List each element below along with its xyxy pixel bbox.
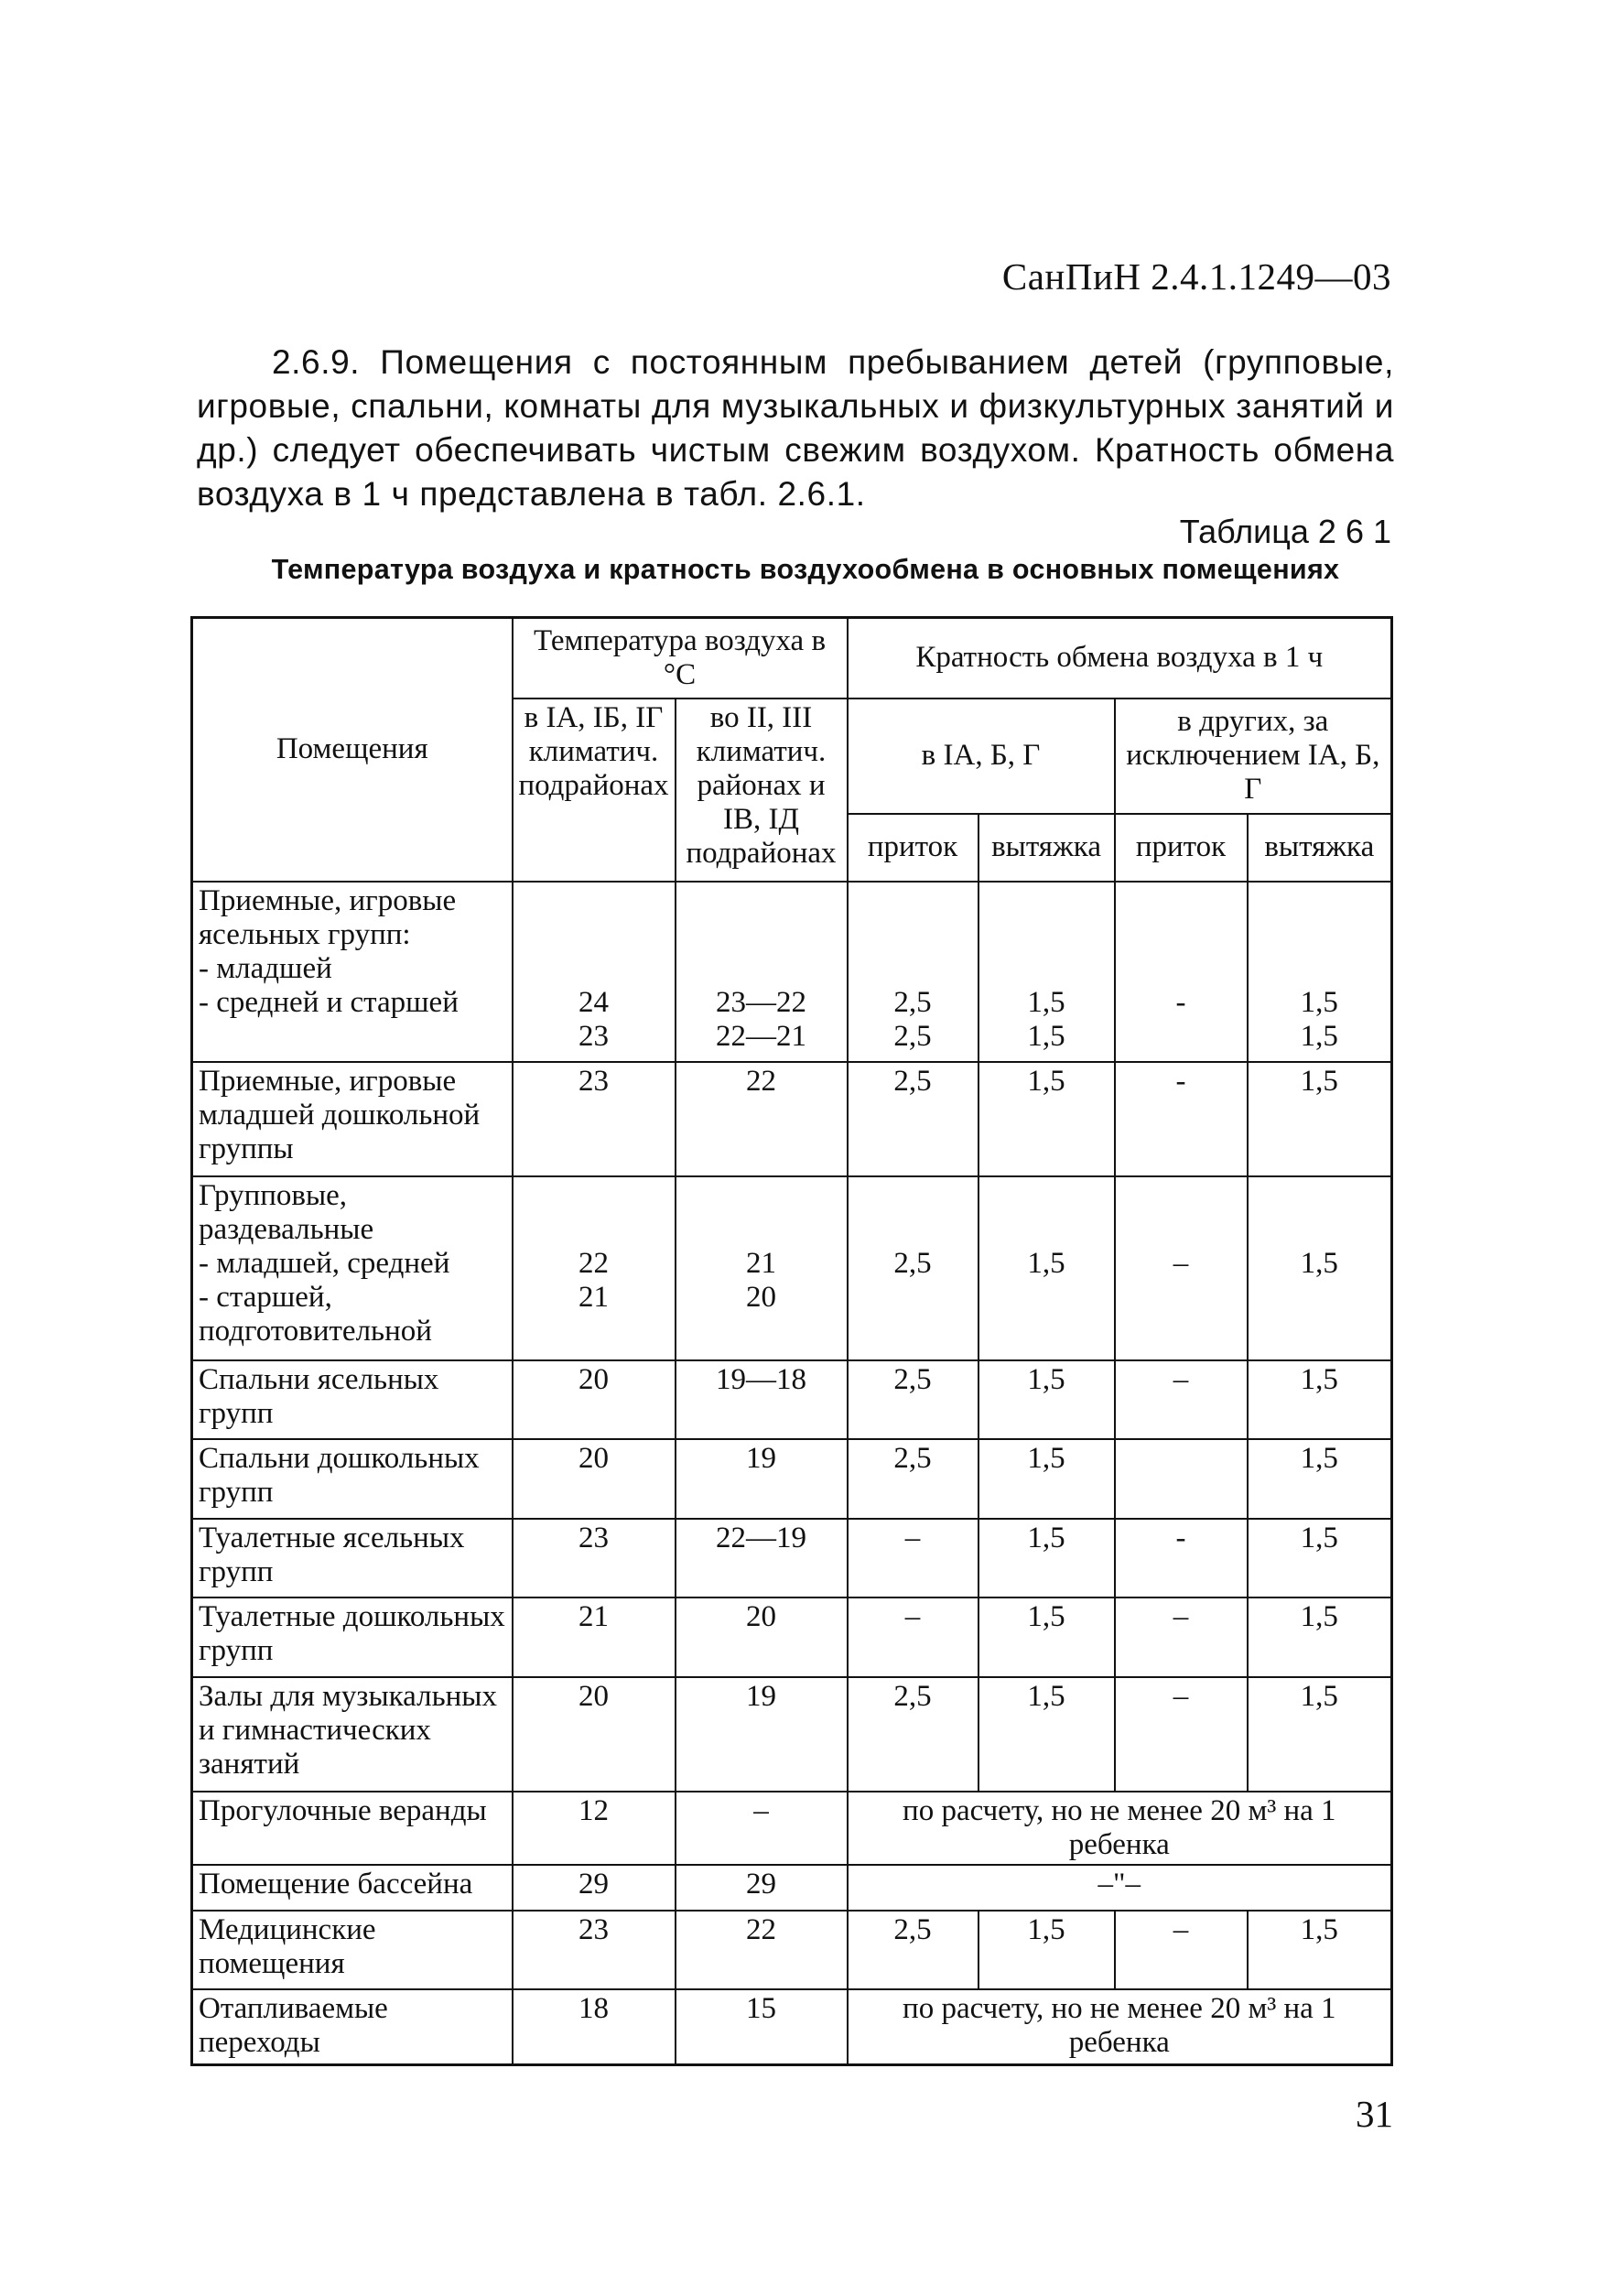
cell-line: 20 [746,1599,776,1633]
room-name-line: - младшей, средней [199,1246,450,1280]
cell-in2 [1115,1439,1248,1519]
cell-line: 23 [578,1019,609,1053]
cell-line: 2,5 [893,1679,932,1713]
cell-in2 [1115,1677,1248,1792]
cell-room-name [192,1176,513,1360]
cell-t1 [513,1360,676,1439]
cell-line: 2,5 [893,985,932,1019]
cell-t2 [676,882,848,1062]
cell-line: 22—21 [716,1019,806,1053]
table-row [192,1792,1392,1865]
cell-ex2 [1248,1176,1392,1360]
cell-line [1119,1213,1243,1247]
cell-t2 [676,1062,848,1176]
cell-line: 1,5 [1300,1441,1338,1475]
cell-line [680,884,843,918]
table-row [192,1519,1392,1597]
cell-line: 20 [578,1362,609,1396]
cell-line [983,918,1110,952]
document-code: СанПиН 2.4.1.1249—03 [1001,255,1391,298]
cell-ex1 [978,1360,1115,1439]
header-rooms: Помещения [192,618,513,882]
cell-line [983,952,1110,986]
room-name-line: - средней и старшей [199,985,459,1019]
cell-room-name [192,1792,513,1865]
cell-in1 [848,1439,978,1519]
cell-line: – [1173,1599,1189,1633]
header-exch-group2: в других, за исключением IA, Б, Г [1115,699,1392,814]
table-number: Таблица 2 6 1 [1179,513,1391,550]
cell-ex1 [978,1677,1115,1792]
air-exchange-table [190,616,1393,2066]
cell-line: 1,5 [1027,1679,1065,1713]
cell-line: – [1173,1912,1189,1946]
cell-in1 [848,882,978,1062]
table-body [192,882,1392,2065]
cell-line [983,884,1110,918]
cell-t1 [513,1439,676,1519]
header-exhaust2: вытяжка [1248,814,1392,882]
room-name-line: Туалетные ясельных групп [199,1521,465,1588]
cell-line: 1,5 [1300,1019,1338,1053]
table-row [192,1911,1392,1989]
cell-in2 [1115,1360,1248,1439]
cell-ex2 [1248,1911,1392,1989]
cell-t2 [676,1989,848,2065]
cell-line: – [1173,1246,1189,1280]
cell-t1 [513,1519,676,1597]
cell-line [1119,918,1243,952]
cell-line: 1,5 [1300,1679,1338,1713]
table-row [192,1062,1392,1176]
cell-t1 [513,1677,676,1792]
cell-line: 1,5 [1027,1362,1065,1396]
cell-line: – [904,1521,921,1554]
cell-line: 21 [746,1246,776,1280]
room-name-line: Спальни дошкольных групп [199,1441,480,1509]
cell-line [1252,952,1388,986]
cell-room-name [192,1062,513,1176]
cell-line [517,884,671,918]
cell-in1 [848,1176,978,1360]
cell-line: – [753,1793,769,1827]
table-row [192,1176,1392,1360]
cell-line: 22 [746,1064,776,1098]
cell-ex2 [1248,1439,1392,1519]
cell-line [983,1179,1110,1213]
cell-in1 [848,1519,978,1597]
cell-line [680,1179,843,1213]
cell-room-name [192,882,513,1062]
cell-ex2 [1248,1062,1392,1176]
cell-in2 [1115,1062,1248,1176]
cell-room-name [192,1865,513,1911]
cell-line: 12 [578,1793,609,1827]
cell-line: 1,5 [1027,1246,1065,1280]
cell-ex1 [978,1176,1115,1360]
cell-line [1252,1213,1388,1247]
cell-ex2 [1248,1519,1392,1597]
cell-line [852,1213,974,1247]
table-row [192,1360,1392,1439]
cell-ex1 [978,1062,1115,1176]
cell-room-name [192,1911,513,1989]
cell-t1 [513,882,676,1062]
table-row [192,1677,1392,1792]
header-inflow2: приток [1115,814,1248,882]
cell-in2 [1115,882,1248,1062]
cell-t2 [676,1865,848,1911]
cell-line: 2,5 [893,1912,932,1946]
cell-line: 1,5 [1027,1521,1065,1554]
cell-merged-exchange: –"– [848,1865,1392,1911]
room-name-line: - младшей [199,951,332,985]
cell-line [1252,1179,1388,1213]
cell-ex2 [1248,1597,1392,1677]
cell-t2 [676,1911,848,1989]
cell-t1 [513,1792,676,1865]
header-exch-group1: в IA, Б, Г [848,699,1115,814]
cell-line: 23 [578,1912,609,1946]
cell-t2 [676,1176,848,1360]
cell-line: 1,5 [1300,1246,1338,1280]
cell-line: 20 [746,1280,776,1314]
room-name-line: Спальни ясельных групп [199,1362,439,1430]
cell-line [517,952,671,986]
cell-line: 19—18 [716,1362,806,1396]
cell-room-name [192,1989,513,2065]
cell-line: 2,5 [893,1064,932,1098]
cell-line [1119,884,1243,918]
cell-in1 [848,1360,978,1439]
room-name-line: Приемные, игровые младшей дошкольной группы [199,1064,481,1165]
room-name-line: Помещение бассейна [199,1867,473,1901]
cell-line [680,1213,843,1247]
cell-line [852,918,974,952]
cell-line: 1,5 [1300,1362,1338,1396]
cell-ex2 [1248,882,1392,1062]
cell-room-name [192,1439,513,1519]
cell-line: 21 [578,1599,609,1633]
cell-line: 22 [746,1912,776,1946]
cell-line: - [1175,1064,1186,1098]
cell-line [1119,1442,1243,1476]
cell-line: 29 [578,1867,609,1901]
cell-line: 1,5 [1027,1064,1065,1098]
cell-line: 29 [746,1867,776,1901]
cell-line: 23 [578,1521,609,1554]
table-row [192,1865,1392,1911]
cell-line: 21 [578,1280,609,1314]
room-name-line: Приемные, игровые ясельных групп: [199,883,457,951]
cell-in2 [1115,1597,1248,1677]
table-row [192,1597,1392,1677]
header-inflow: приток [848,814,978,882]
cell-line [852,884,974,918]
cell-t1 [513,1597,676,1677]
cell-line: 2,5 [893,1019,932,1053]
room-name-line: Групповые, раздевальные [199,1178,374,1246]
cell-in1 [848,1911,978,1989]
cell-line: 19 [746,1679,776,1713]
cell-line [517,918,671,952]
cell-line [517,1213,671,1247]
header-temp-col2: во II, III климатич. районах и IB, IД подрайонах [676,699,848,882]
cell-line [1119,1020,1243,1054]
cell-line: 18 [578,1991,609,2025]
cell-in2 [1115,1911,1248,1989]
cell-line [983,1213,1110,1247]
cell-line [1252,884,1388,918]
room-name-line: Залы для музыкальных и гимнастических занятий [199,1679,497,1781]
header-exhaust: вытяжка [978,814,1115,882]
cell-line: 1,5 [1300,985,1338,1019]
cell-t1 [513,1176,676,1360]
cell-line: 2,5 [893,1362,932,1396]
room-name-line: Медицинские помещения [199,1912,376,1980]
room-name-line: Туалетные дошкольных групп [199,1599,505,1667]
cell-ex1 [978,1519,1115,1597]
cell-ex2 [1248,1677,1392,1792]
cell-merged-exchange: по расчету, но не менее 20 м³ на 1 ребенка [848,1792,1392,1865]
cell-line [1119,952,1243,986]
room-name-line: Прогулочные веранды [199,1793,487,1827]
table-row [192,1989,1392,2065]
cell-line: 22 [578,1246,609,1280]
cell-t1 [513,1911,676,1989]
cell-in1 [848,1597,978,1677]
cell-line [1252,918,1388,952]
cell-line: 24 [578,985,609,1019]
page-number: 31 [1356,2093,1393,2135]
cell-line: 1,5 [1027,985,1065,1019]
header-temperature: Температура воздуха в °С [513,618,848,699]
cell-ex2 [1248,1360,1392,1439]
cell-room-name [192,1360,513,1439]
cell-t2 [676,1597,848,1677]
cell-line: 23 [578,1064,609,1098]
cell-t2 [676,1792,848,1865]
header-temp-col1: в IA, IБ, IГ климатич. подрайонах [513,699,676,882]
cell-line: 1,5 [1300,1521,1338,1554]
cell-line: 1,5 [1300,1599,1338,1633]
cell-line: 2,5 [893,1246,932,1280]
cell-line: – [1173,1362,1189,1396]
cell-ex1 [978,882,1115,1062]
cell-line: 22—19 [716,1521,806,1554]
cell-line: 19 [746,1441,776,1475]
cell-t1 [513,1865,676,1911]
cell-line [852,952,974,986]
cell-line: 1,5 [1027,1599,1065,1633]
cell-line: 23—22 [716,985,806,1019]
cell-t2 [676,1677,848,1792]
paragraph-2-6-9: 2.6.9. Помещения с постоянным пребыванием детей (групповые, игровые, спальни, комнаты для музыкальных и физкультурных занятий и др.) следует обеспечивать чистым свежим воздухом. Кратность обмена воздуха в 1 ч представлена в табл. 2.6.1. [197,343,1394,513]
cell-t1 [513,1062,676,1176]
header-exchange: Кратность обмена воздуха в 1 ч [848,618,1392,699]
cell-line: 1,5 [1300,1064,1338,1098]
cell-line: 20 [578,1679,609,1713]
cell-ex1 [978,1911,1115,1989]
cell-line [517,1179,671,1213]
cell-in2 [1115,1176,1248,1360]
cell-room-name [192,1597,513,1677]
cell-in1 [848,1062,978,1176]
cell-line: - [1175,985,1186,1019]
cell-line [680,918,843,952]
cell-line: 1,5 [1027,1019,1065,1053]
cell-line: 1,5 [1027,1912,1065,1946]
cell-line: 15 [746,1991,776,2025]
cell-t2 [676,1519,848,1597]
cell-line [680,952,843,986]
cell-line: – [1173,1679,1189,1713]
cell-ex1 [978,1597,1115,1677]
cell-t2 [676,1439,848,1519]
table-title: Температура воздуха и кратность воздухообмена в основных помещениях [271,554,1340,585]
room-name-line: Отапливаемые переходы [199,1991,388,2059]
cell-merged-exchange: по расчету, но не менее 20 м³ на 1 ребенка [848,1989,1392,2065]
cell-line: 1,5 [1027,1441,1065,1475]
cell-t2 [676,1360,848,1439]
table-row [192,1439,1392,1519]
cell-ex1 [978,1439,1115,1519]
cell-line: 2,5 [893,1441,932,1475]
cell-line: – [904,1599,921,1633]
cell-in2 [1115,1519,1248,1597]
cell-room-name [192,1519,513,1597]
cell-line [852,1179,974,1213]
room-name-line: - старшей, подготовительной [199,1280,432,1348]
cell-in1 [848,1677,978,1792]
cell-t1 [513,1989,676,2065]
cell-line: - [1175,1521,1186,1554]
cell-line: 20 [578,1441,609,1475]
table-row [192,882,1392,1062]
cell-line: 1,5 [1300,1912,1338,1946]
cell-room-name [192,1677,513,1792]
cell-line [1119,1179,1243,1213]
